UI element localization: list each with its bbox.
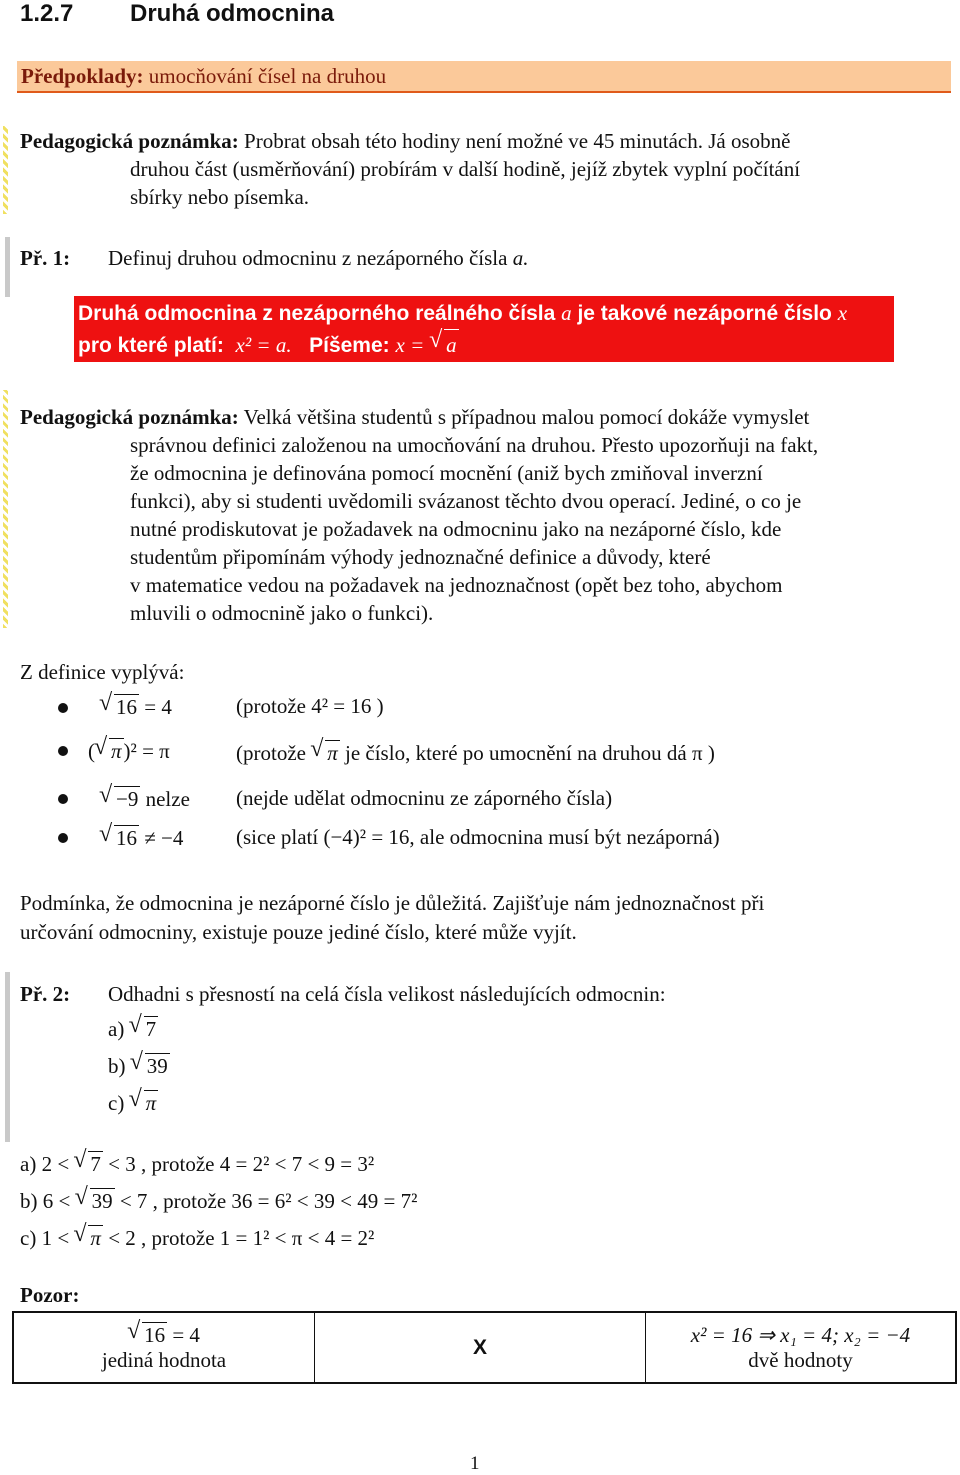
prerequisites-value: umocňování čísel na druhou bbox=[148, 64, 387, 88]
bullet-icon bbox=[58, 703, 68, 713]
example-2-item-b bbox=[108, 1053, 170, 1079]
prerequisites-label: Předpoklady: bbox=[21, 64, 144, 88]
consequence-3-expl: (nejde udělat odmocninu ze záporného čísla) bbox=[236, 786, 613, 810]
note-text: funkci), aby si studenti uvědomili svázanost těchto dvou operací. Jediné, o co je bbox=[130, 489, 802, 513]
note-text: v matematice vedou na požadavek na jednoznačnost (opět bez toho, abychom bbox=[130, 573, 783, 597]
bullet-icon bbox=[58, 833, 68, 843]
note-text: mluvili o odmocnině jako o funkci). bbox=[130, 601, 434, 625]
sqrt-expr: √ −9 bbox=[114, 786, 140, 812]
consequence-1-expl: (protože 4² = 16 ) bbox=[236, 694, 384, 718]
note-text: studentům připomínám výhody jednoznačné definice a důvody, které bbox=[130, 545, 711, 569]
note-label: Pedagogická poznámka: bbox=[20, 129, 239, 153]
math-rest: = 4 bbox=[144, 695, 172, 719]
math-rest: )² = π bbox=[123, 739, 170, 763]
sqrt-expr: √ π bbox=[109, 738, 124, 764]
item-label: c) bbox=[108, 1091, 125, 1115]
math-text: < 3 , protože 4 = 2² < 7 < 9 = 3² bbox=[108, 1152, 375, 1176]
sqrt-expr: √ π bbox=[144, 1090, 159, 1116]
example-2-item-a bbox=[108, 1016, 158, 1042]
example-label: Př. 1: bbox=[20, 246, 71, 270]
math-var: a bbox=[561, 301, 572, 325]
warning-left-cell bbox=[13, 1312, 315, 1383]
note-text: že odmocnina je definována pomocí mocnění (aniž bych zmiňoval inverzní bbox=[130, 461, 763, 485]
example-2-item-c bbox=[108, 1090, 158, 1116]
warning-left-math bbox=[14, 1322, 314, 1348]
conclusion-text: určování odmocniny, existuje pouze jediné číslo, které může vyjít. bbox=[20, 920, 577, 944]
warning-right-formula: x² = 16 ⇒ x₁ = 4; x₂ = −4 bbox=[690, 1322, 911, 1347]
sqrt-expr: √ 16 bbox=[114, 825, 139, 851]
consequence-2-expl bbox=[236, 740, 715, 766]
sqrt-expr: √ 7 bbox=[88, 1151, 103, 1177]
warning-left-caption: jediná hodnota bbox=[101, 1348, 227, 1372]
item-label: a) bbox=[20, 1152, 37, 1176]
math-rest: nelze bbox=[145, 787, 190, 811]
math-text: 2 < bbox=[41, 1152, 70, 1176]
warning-right-caption: dvě hodnoty bbox=[748, 1347, 853, 1372]
pedagogical-note-2 bbox=[20, 403, 955, 627]
example-var: a. bbox=[512, 246, 529, 270]
consequences-title: Z definice vyplývá: bbox=[20, 660, 185, 684]
note-text: správnou definici založenou na umocňování na druhou. Přesto upozorňuji na fakt, bbox=[130, 433, 819, 457]
example-text: Odhadni s přesností na celá čísla velikost následujících odmocnin: bbox=[108, 982, 666, 1006]
math-text: 1 < bbox=[41, 1226, 70, 1250]
sqrt-expr: √ 16 bbox=[114, 694, 139, 720]
pedagogical-note-1 bbox=[20, 127, 950, 211]
math-text: 6 < bbox=[42, 1189, 71, 1213]
consequence-4-math bbox=[100, 825, 183, 851]
definition-text: pro které platí: bbox=[78, 334, 224, 357]
note-text: Probrat obsah této hodiny není možné ve 45 minutách. Já osobně bbox=[244, 129, 791, 153]
solution-a bbox=[20, 1151, 374, 1177]
warning-middle-cell: X bbox=[315, 1312, 646, 1383]
solution-c bbox=[20, 1225, 374, 1251]
bullet-icon bbox=[58, 746, 68, 756]
example-marker bbox=[5, 972, 10, 1142]
math-rest: ≠ −4 bbox=[144, 826, 184, 850]
item-label: a) bbox=[108, 1017, 125, 1041]
section-number: 1.2.7 bbox=[20, 0, 74, 27]
note-marker bbox=[3, 390, 8, 628]
consequence-2-math bbox=[88, 738, 170, 764]
section-title: Druhá odmocnina bbox=[130, 0, 335, 27]
sqrt-expr: √ π bbox=[325, 740, 340, 766]
item-label: b) bbox=[108, 1054, 126, 1078]
sqrt-expr: √ 7 bbox=[144, 1016, 159, 1042]
sqrt-expr: √ π bbox=[88, 1225, 103, 1251]
section-heading bbox=[20, 0, 334, 28]
expl-text: (protože bbox=[236, 741, 306, 765]
example-marker bbox=[5, 237, 10, 297]
warning-table bbox=[12, 1311, 957, 1384]
example-2 bbox=[20, 982, 666, 1007]
prerequisites-bar bbox=[17, 61, 951, 93]
math-var: x bbox=[837, 301, 848, 325]
solution-b bbox=[20, 1188, 417, 1214]
warning-title: Pozor: bbox=[20, 1283, 80, 1307]
example-label: Př. 2: bbox=[20, 982, 71, 1006]
consequence-4-expl: (sice platí (−4)² = 16, ale odmocnina musí být nezáporná) bbox=[236, 825, 720, 849]
conclusion bbox=[20, 889, 950, 947]
example-text: Definuj druhou odmocninu z nezáporného čísla bbox=[108, 246, 508, 270]
example-1 bbox=[20, 246, 529, 271]
write-lhs: x = bbox=[395, 333, 425, 357]
write-label: Píšeme: bbox=[309, 334, 390, 357]
math-text: < 2 , protože 1 = 1² < π < 4 = 2² bbox=[108, 1226, 375, 1250]
expl-text: je číslo, které po umocnění na druhou dá π ) bbox=[345, 741, 715, 765]
definition-formula: x² = a. bbox=[235, 333, 292, 357]
note-text: sbírky nebo písemka. bbox=[130, 185, 310, 209]
note-text: druhou část (usměrňování) probírám v další hodině, jejíž zbytek vyplní počítání bbox=[130, 157, 801, 181]
consequence-1-math bbox=[100, 694, 172, 720]
item-label: c) bbox=[20, 1226, 37, 1250]
page-number: 1 bbox=[470, 1453, 480, 1474]
sqrt-expr: √ 39 bbox=[90, 1188, 115, 1214]
consequence-3-math bbox=[100, 786, 190, 812]
conclusion-text: Podmínka, že odmocnina je nezáporné číslo je důležitá. Zajišťuje nám jednoznačnost při bbox=[20, 891, 765, 915]
note-label: Pedagogická poznámka: bbox=[20, 405, 239, 429]
math-text: < 7 , protože 36 = 6² < 39 < 49 = 7² bbox=[119, 1189, 418, 1213]
sqrt-expr: √ 16 bbox=[142, 1322, 167, 1348]
bullet-icon bbox=[58, 794, 68, 804]
paren: ( bbox=[88, 739, 95, 763]
definition-box bbox=[74, 296, 894, 362]
definition-text: Druhá odmocnina z nezáporného reálného čísla bbox=[78, 302, 556, 325]
note-marker bbox=[3, 126, 8, 214]
math-rest: = 4 bbox=[172, 1323, 200, 1347]
definition-text: je takové nezáporné číslo bbox=[577, 302, 832, 325]
item-label: b) bbox=[20, 1189, 38, 1213]
sqrt-expr: √ 39 bbox=[145, 1053, 170, 1079]
note-text: Velká většina studentů s případnou malou pomocí dokáže vymyslet bbox=[243, 405, 810, 429]
note-text: nutné prodiskutovat je požadavek na odmocninu jako na nezáporné číslo, kde bbox=[130, 517, 782, 541]
sqrt-a: √ a bbox=[444, 329, 459, 361]
warning-right-cell bbox=[646, 1312, 957, 1383]
